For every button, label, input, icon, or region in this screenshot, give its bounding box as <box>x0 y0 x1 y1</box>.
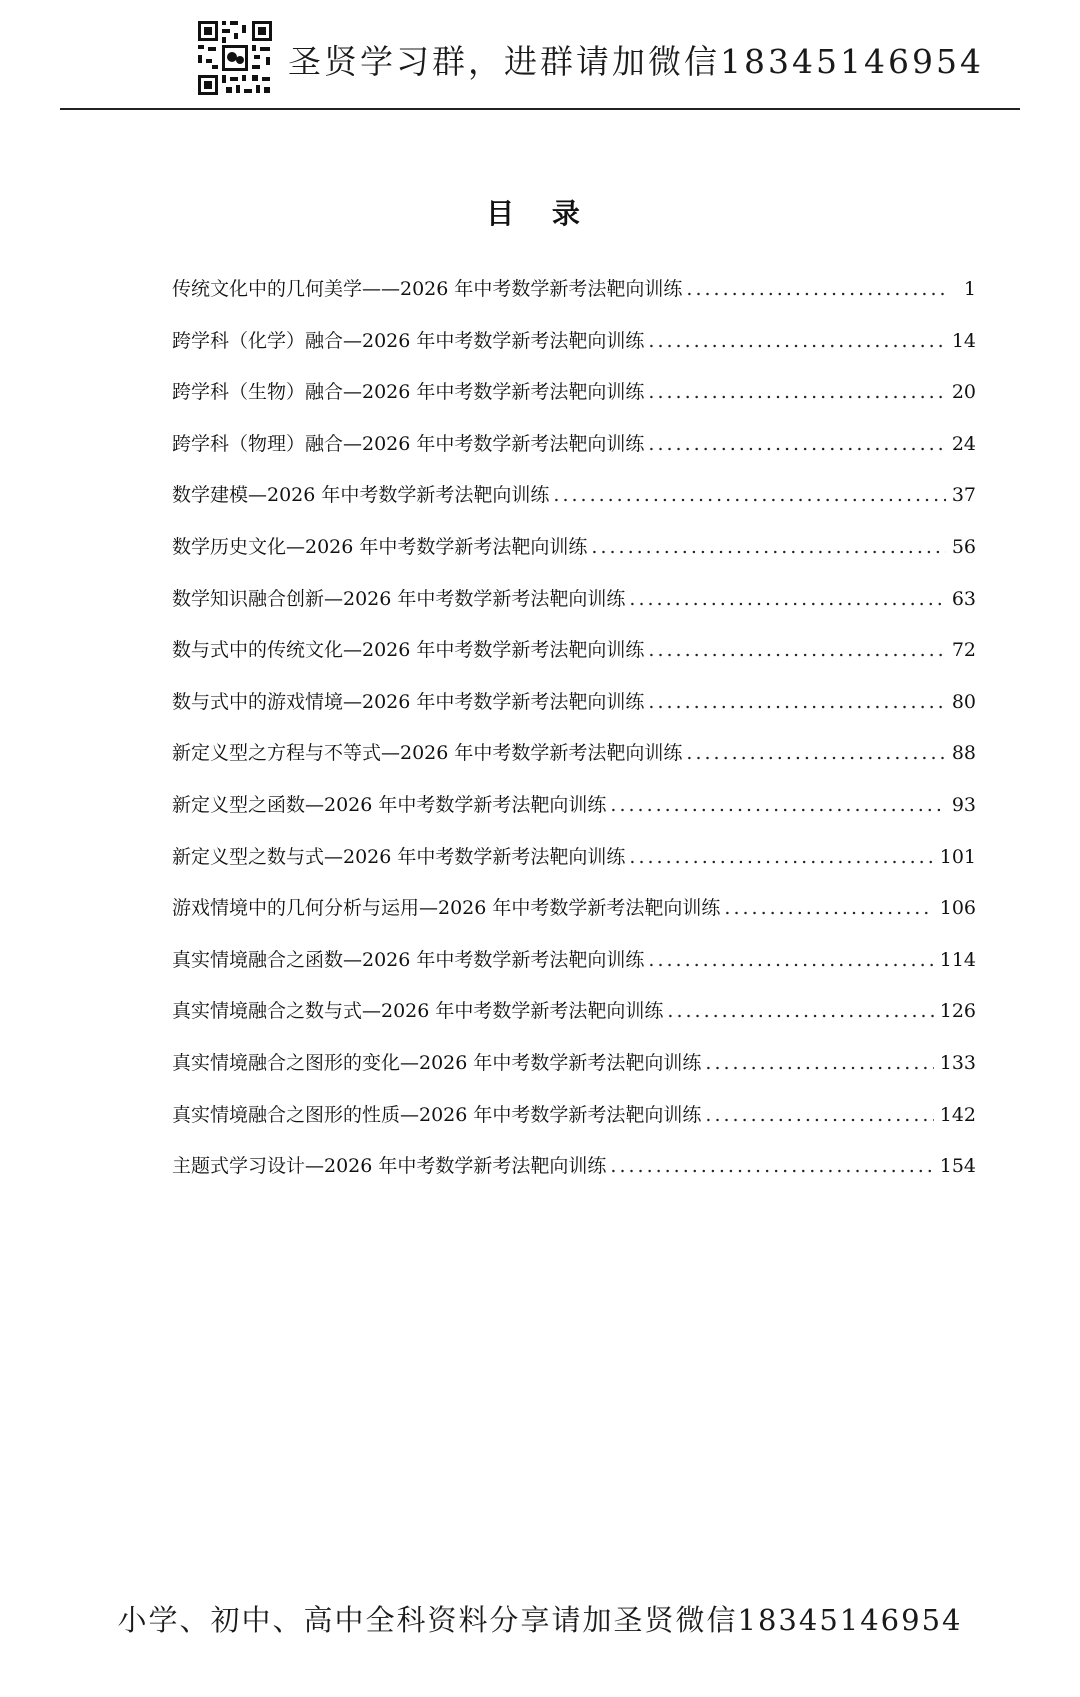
toc-dot-leader <box>629 846 933 868</box>
toc-entry-title: 跨学科（物理）融合—2026 年中考数学新考法靶向训练 <box>172 432 645 455</box>
toc-dot-leader <box>591 536 945 558</box>
toc-entry-title: 数学建模—2026 年中考数学新考法靶向训练 <box>172 484 550 507</box>
toc-page-number: 88 <box>951 742 976 765</box>
toc-page-number: 114 <box>939 948 976 971</box>
toc-entry-title: 新定义型之方程与不等式—2026 年中考数学新考法靶向训练 <box>172 742 683 765</box>
toc-dot-leader <box>705 1104 933 1126</box>
toc-page-number: 56 <box>951 535 976 558</box>
toc-page-number: 63 <box>951 587 976 610</box>
toc-entry[interactable] <box>172 377 976 429</box>
toc-entry-title: 数学历史文化—2026 年中考数学新考法靶向训练 <box>172 535 588 558</box>
toc-dot-leader <box>610 1155 933 1177</box>
toc-page-number: 1 <box>963 278 976 300</box>
toc-entry-title: 数与式中的传统文化—2026 年中考数学新考法靶向训练 <box>172 639 645 662</box>
header-divider <box>60 108 1020 110</box>
page-header <box>60 10 1020 110</box>
toc-entry-title: 游戏情境中的几何分析与运用—2026 年中考数学新考法靶向训练 <box>172 897 721 920</box>
toc-dot-leader <box>705 1052 933 1074</box>
toc-page-number: 72 <box>951 639 976 662</box>
toc-dot-leader <box>686 742 945 764</box>
toc-entry[interactable] <box>172 687 976 739</box>
toc-dot-leader <box>648 691 945 713</box>
toc-dot-leader <box>648 639 945 661</box>
toc-page-number: 93 <box>951 793 976 816</box>
header-contact-text: 圣贤学习群，进群请加微信18345146954 <box>288 42 984 81</box>
toc-entry[interactable] <box>172 274 976 326</box>
toc-entry[interactable] <box>172 1100 976 1152</box>
toc-page-number: 101 <box>939 845 976 868</box>
toc-page-number: 80 <box>951 690 976 713</box>
toc-entry[interactable] <box>172 532 976 584</box>
toc-dot-leader <box>610 794 945 816</box>
toc-entry[interactable] <box>172 1048 976 1100</box>
toc-dot-leader <box>648 330 945 352</box>
toc-page-number: 154 <box>939 1155 976 1178</box>
toc-entry-title: 跨学科（生物）融合—2026 年中考数学新考法靶向训练 <box>172 381 645 404</box>
table-of-contents <box>172 274 976 1203</box>
toc-entry-title: 新定义型之数与式—2026 年中考数学新考法靶向训练 <box>172 845 626 868</box>
toc-entry-title: 真实情境融合之数与式—2026 年中考数学新考法靶向训练 <box>172 1000 664 1023</box>
toc-dot-leader <box>724 897 933 919</box>
toc-title: 目 录 <box>486 197 594 230</box>
toc-entry[interactable] <box>172 584 976 636</box>
toc-entry[interactable] <box>172 480 976 532</box>
toc-entry-title: 数与式中的游戏情境—2026 年中考数学新考法靶向训练 <box>172 690 645 713</box>
toc-entry-title: 数学知识融合创新—2026 年中考数学新考法靶向训练 <box>172 587 626 610</box>
toc-page-number: 106 <box>939 897 976 920</box>
toc-entry[interactable] <box>172 996 976 1048</box>
toc-page-number: 20 <box>951 381 976 404</box>
toc-entry-title: 传统文化中的几何美学——2026 年中考数学新考法靶向训练 <box>172 278 683 300</box>
toc-page-number: 142 <box>939 1103 976 1126</box>
toc-page-number: 14 <box>951 329 976 352</box>
toc-dot-leader <box>686 278 948 300</box>
toc-dot-leader <box>667 1000 933 1022</box>
toc-page-number: 133 <box>939 1051 976 1074</box>
toc-entry[interactable] <box>172 738 976 790</box>
qr-code-icon <box>196 19 274 97</box>
toc-entry[interactable] <box>172 326 976 378</box>
footer-contact-text: 小学、初中、高中全科资料分享请加圣贤微信18345146954 <box>117 1603 963 1637</box>
toc-entry[interactable] <box>172 790 976 842</box>
toc-entry[interactable] <box>172 945 976 997</box>
toc-page-number: 24 <box>951 432 976 455</box>
toc-dot-leader <box>648 381 945 403</box>
toc-entry-title: 主题式学习设计—2026 年中考数学新考法靶向训练 <box>172 1155 607 1178</box>
toc-entry-title: 新定义型之函数—2026 年中考数学新考法靶向训练 <box>172 793 607 816</box>
toc-entry-title: 真实情境融合之图形的变化—2026 年中考数学新考法靶向训练 <box>172 1051 702 1074</box>
toc-dot-leader <box>553 484 945 506</box>
toc-dot-leader <box>629 588 945 610</box>
toc-dot-leader <box>648 949 933 971</box>
toc-entry-title: 真实情境融合之图形的性质—2026 年中考数学新考法靶向训练 <box>172 1103 702 1126</box>
toc-entry-title: 跨学科（化学）融合—2026 年中考数学新考法靶向训练 <box>172 329 645 352</box>
toc-entry[interactable] <box>172 429 976 481</box>
toc-dot-leader <box>648 433 945 455</box>
toc-page-number: 126 <box>939 1000 976 1023</box>
toc-entry[interactable] <box>172 635 976 687</box>
toc-entry[interactable] <box>172 893 976 945</box>
toc-page-number: 37 <box>951 484 976 507</box>
toc-entry[interactable] <box>172 842 976 894</box>
toc-entry-title: 真实情境融合之函数—2026 年中考数学新考法靶向训练 <box>172 948 645 971</box>
toc-entry[interactable] <box>172 1151 976 1203</box>
